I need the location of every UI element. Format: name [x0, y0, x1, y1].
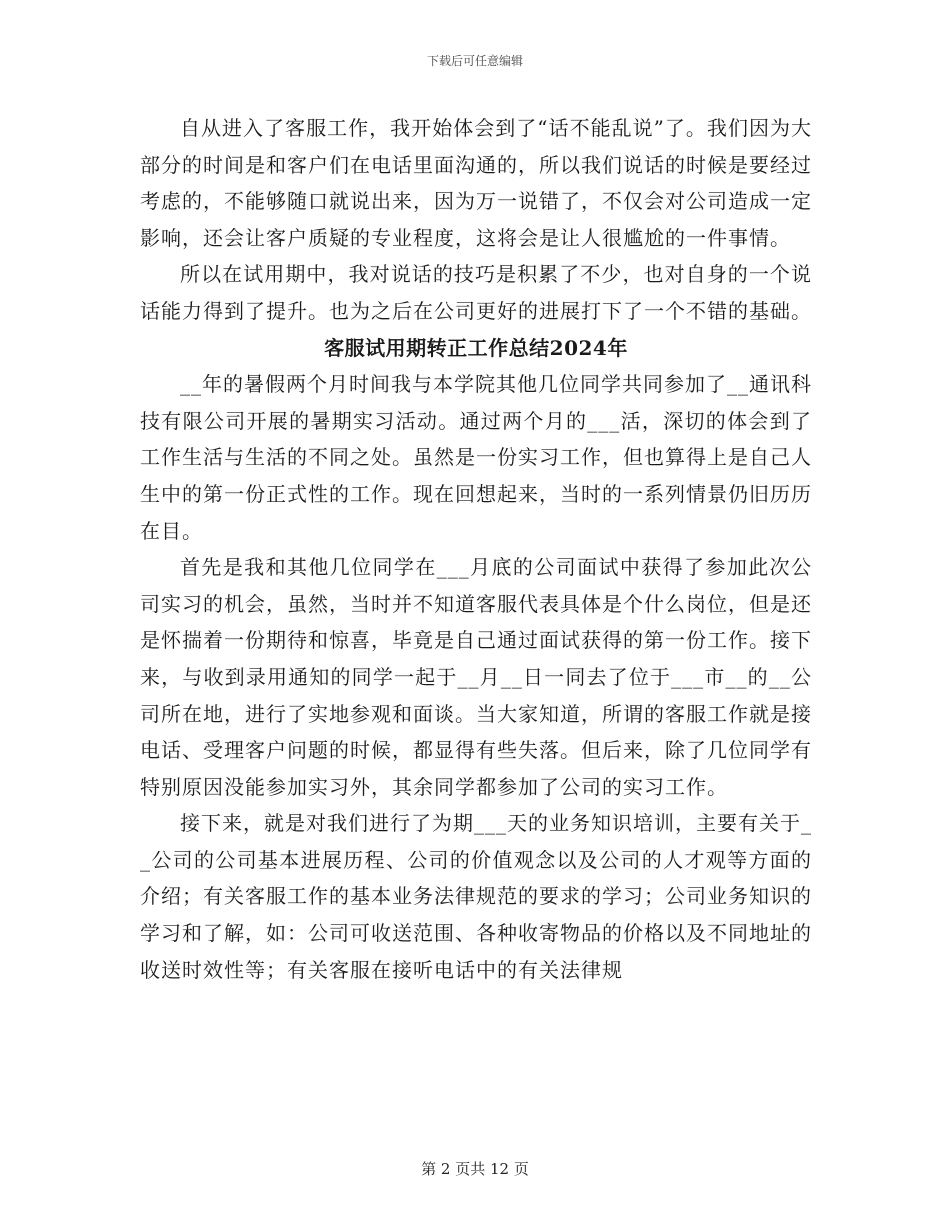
paragraph: __年的暑假两个月时间我与本学院其他几位同学共同参加了__通讯科技有限公司开展的暑期实习活动。通过两个月的___活，深切的体会到了工作生活与生活的不同之处。虽然是一份实习工作，但也算得上是自己人生中的第一份正式性的工作。现在回想起来，当时的一系列情景仍旧历历在目。 — [140, 372, 812, 543]
document-body — [140, 110, 812, 988]
paragraph: 接下来，就是对我们进行了为期___天的业务知识培训，主要有关于__公司的公司基本进展历程、公司的价值观念以及公司的人才观等方面的介绍；有关客服工作的基本业务法律规范的要求的学习；公司业务知识的学习和了解，如：公司可收送范围、各种收寄物品的价格以及不同地址的收送时效性等；有关客服在接听电话中的有关法律规 — [140, 811, 812, 982]
paragraph: 所以在试用期中，我对说话的技巧是积累了不少，也对自身的一个说话能力得到了提升。也为之后在公司更好的进展打下了一个不错的基础。 — [140, 262, 812, 323]
page-header: 下载后可任意编辑 — [426, 54, 523, 68]
paragraph: 自从进入了客服工作，我开始体会到了“话不能乱说”了。我们因为大部分的时间是和客户们在电话里面沟通的，所以我们说话的时候是要经过考虑的，不能够随口就说出来，因为万一说错了，不仅会对公司造成一定影响，还会让客户质疑的专业程度，这将会是让人很尴尬的一件事情。 — [140, 116, 812, 250]
section-title: 客服试用期转正工作总结2024年 — [324, 335, 628, 360]
page-footer: 第 2 页共 12 页 — [421, 1160, 529, 1178]
paragraph: 首先是我和其他几位同学在___月底的公司面试中获得了参加此次公司实习的机会，虽然，当时并不知道客服代表具体是个什么岗位，但是还是怀揣着一份期待和惊喜，毕竟是自己通过面试获得的第一份工作。接下来，与收到录用通知的同学一起于__月__日一同去了位于___市__的__公司所在地，进行了实地参观和面谈。当大家知道，所谓的客服工作就是接电话、受理客户问题的时候，都显得有些失落。但后来，除了几位同学有特别原因没能参加实习外，其余同学都参加了公司的实习工作。 — [140, 555, 812, 799]
